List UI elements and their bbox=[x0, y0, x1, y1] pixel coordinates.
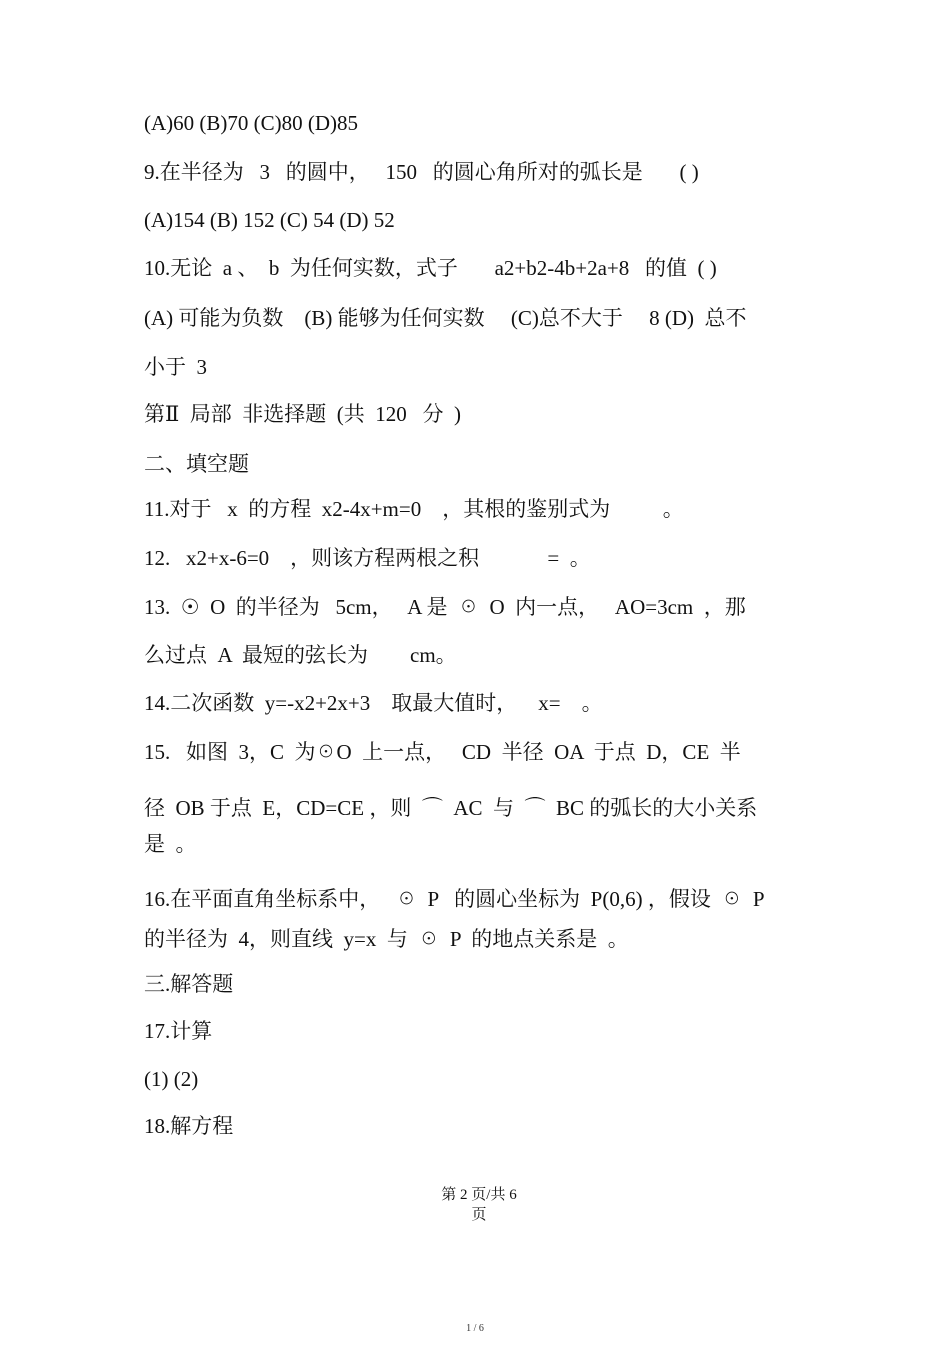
answer-options-q10-continued: 小于 3 bbox=[144, 355, 207, 379]
question-13: 13. ☉ O 的半径为 5cm， A 是 ☉ O 内一点， AO=3cm ，那 bbox=[144, 595, 746, 619]
page-footer-continued: 页 bbox=[471, 1207, 487, 1223]
section-heading-part-2: 第Ⅱ 局部 非选择题 (共 120 分 ) bbox=[144, 402, 462, 426]
question-17: 17.计算 bbox=[144, 1019, 213, 1043]
question-15: 15. 如图 3，C 为☉O 上一点， CD 半径 OA 于点 D，CE 半 bbox=[144, 740, 741, 764]
question-9: 9.在半径为 3 的圆中， 150 的圆心角所对的弧长是 ( ) bbox=[144, 160, 699, 184]
answer-options-q10: (A) 可能为负数 (B) 能够为任何实数 (C)总不大于 8 (D) 总不 bbox=[144, 306, 747, 330]
question-16: 16.在平面直角坐标系中， ☉ P 的圆心坐标为 P(0,6) ，假设 ☉ P bbox=[144, 887, 765, 911]
question-13-continued: 么过点 A 最短的弦长为 cm。 bbox=[144, 643, 457, 667]
question-16-continued: 的半径为 4，则直线 y=x 与 ☉ P 的地点关系是 。 bbox=[144, 927, 629, 951]
answer-options-q8: (A)60 (B)70 (C)80 (D)85 bbox=[144, 111, 359, 135]
question-15-continued: 径 OB 于点 E，CD=CE ，则 ⌒ AC 与 ⌒ BC 的弧长的大小关系 bbox=[144, 796, 758, 820]
question-14: 14.二次函数 y=-x2+2x+3 取最大值时， x= 。 bbox=[144, 691, 603, 715]
question-11: 11.对于 x 的方程 x2-4x+m=0 ，其根的鉴别式为 。 bbox=[144, 497, 684, 521]
question-18: 18.解方程 bbox=[144, 1114, 234, 1138]
page-footer: 第 2 页/共 6 bbox=[441, 1187, 517, 1203]
section-heading-fill-blank: 二、填空题 bbox=[144, 452, 249, 476]
question-17-parts: (1) (2) bbox=[144, 1067, 199, 1091]
question-15-end: 是 。 bbox=[144, 832, 197, 856]
page-number: 1 / 6 bbox=[466, 1323, 484, 1334]
answer-options-q9: (A)154 (B) 152 (C) 54 (D) 52 bbox=[144, 208, 395, 232]
question-10: 10.无论 a 、 b 为任何实数，式子 a2+b2-4b+2a+8 的值 ( ) bbox=[144, 256, 717, 280]
question-12: 12. x2+x-6=0 ，则该方程两根之积 = 。 bbox=[144, 546, 591, 570]
section-heading-answer: 三.解答题 bbox=[144, 972, 234, 996]
